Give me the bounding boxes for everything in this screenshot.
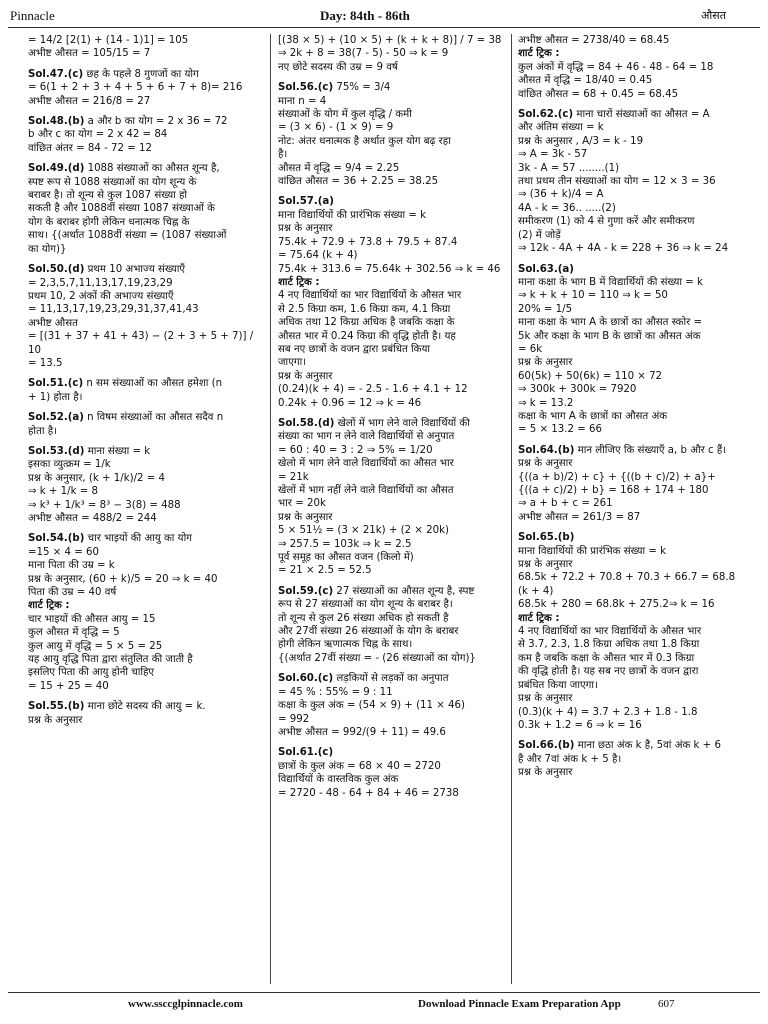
solution-line: ⇒ 300k + 300k = 7920 bbox=[518, 384, 637, 396]
solution-heading: Sol.50.(d) प्रथम 10 अभाज्य संख्याएँ bbox=[28, 264, 186, 276]
solution-line: ⇒ k + k + 10 = 110 ⇒ k = 50 bbox=[518, 290, 668, 302]
column-right bbox=[518, 34, 744, 984]
solution-line: औसत में वृद्धि = 18/40 = 0.45 bbox=[518, 75, 653, 87]
solution-line: ⇒ 12k - 4A + 4A - k = 228 + 36 ⇒ k = 24 bbox=[518, 243, 729, 255]
solution-line: 4 नए विद्यार्थियों का भार विद्यार्थियों के औसत भार bbox=[518, 626, 702, 638]
column-middle bbox=[278, 34, 506, 984]
solution-heading: Sol.53.(d) माना संख्या = k bbox=[28, 445, 151, 457]
solution-heading: Sol.58.(d) खेलों में भाग लेने वाले विद्यार्थियों की bbox=[278, 417, 470, 429]
solution-line: रूप से 27 संख्याओं का योग शून्य के बराबर है। bbox=[278, 599, 453, 611]
solution-line: कुल अंकों में वृद्धि = 84 + 46 - 48 - 64 = 18 bbox=[518, 61, 714, 73]
day-range: Day: 84th - 86th bbox=[320, 8, 410, 23]
solution-line: = [(31 + 37 + 41 + 43) − (2 + 3 + 5 + 7)] / 10 bbox=[28, 331, 254, 356]
solution-id: Sol.57.(a) bbox=[278, 196, 334, 208]
solution-line: b और c का योग = 2 x 42 = 84 bbox=[28, 129, 168, 141]
solution-line: = 13.5 bbox=[28, 357, 63, 369]
solution-line: चार भाइयों की औसत आयु = 15 bbox=[28, 613, 156, 625]
solution-line: ⇒ k + 1/k = 8 bbox=[28, 486, 98, 498]
solution-line: माना पिता की उम्र = k bbox=[28, 560, 115, 572]
solution-line: प्रश्न के अनुसार, (k + 1/k)/2 = 4 bbox=[28, 472, 165, 484]
solution-line: = 2720 - 48 - 64 + 84 + 46 = 2738 bbox=[278, 787, 459, 799]
solution-line: स्पष्ट रूप से 1088 संख्याओं का योग शून्य के bbox=[28, 176, 197, 188]
solution-block bbox=[28, 115, 266, 155]
solution-line: की वृद्धि होती है। यह सब नए छात्रों के वजन द्वारा bbox=[518, 666, 699, 678]
solution-line: = 75.64 (k + 4) bbox=[278, 250, 358, 262]
solution-id: Sol.53.(d) bbox=[28, 445, 85, 457]
column-left bbox=[28, 34, 266, 984]
solution-line: संख्या का भाग न लेने वाले विद्यार्थियों से अनुपात bbox=[278, 431, 455, 443]
solution-block bbox=[28, 68, 266, 108]
solution-id: Sol.64.(b) bbox=[518, 444, 575, 456]
solution-line: बराबर है। तो शून्य से कुल 1087 संख्या हो bbox=[28, 190, 188, 202]
solution-heading bbox=[518, 263, 744, 276]
solution-line: अभीष्ट औसत = 488/2 = 244 bbox=[28, 513, 157, 524]
solution-line: संख्याओं के योग में कुल वृद्धि / कमी bbox=[278, 109, 412, 121]
solution-line: कुल औसत में वृद्धि = 5 bbox=[28, 627, 120, 639]
solution-line: माना कक्षा के भाग A के छात्रों का औसत स्कोर = bbox=[518, 317, 703, 329]
solution-heading: Sol.60.(c) लड़कियों से लड़कों का अनुपात bbox=[278, 673, 449, 685]
solution-block bbox=[278, 585, 506, 665]
solution-line: [(38 × 5) + (10 × 5) + (k + k + 8)] / 7 = 38 bbox=[278, 35, 502, 46]
solution-line: 68.5k + 280 = 68.8k + 275.2⇒ k = 16 bbox=[518, 599, 715, 611]
solution-block bbox=[278, 81, 506, 188]
solution-line: ⇒ k³ + 1/k³ = 8³ − 3(8) = 488 bbox=[28, 499, 181, 511]
solution-line: प्रश्न के अनुसार bbox=[278, 511, 333, 523]
solution-line: = 21k bbox=[278, 471, 309, 483]
solution-block bbox=[278, 672, 506, 739]
solution-line: कुल आयु में वृद्धि = 5 × 5 = 25 bbox=[28, 640, 163, 652]
solution-line: छात्रों के कुल अंक = 68 × 40 = 2720 bbox=[278, 760, 441, 772]
solution-heading: Sol.59.(c) 27 संख्याओं का औसत शून्य है, स्पष्ट bbox=[278, 585, 475, 597]
solution-line: प्रश्न के अनुसार , A/3 = k - 19 bbox=[518, 135, 644, 147]
solution-line: माना विद्यार्थियों की प्रारंभिक संख्या = k bbox=[518, 545, 667, 557]
solution-line: ⇒ a + b + c = 261 bbox=[518, 498, 613, 510]
solution-line: शार्ट ट्रिक : bbox=[518, 48, 560, 60]
solution-id: Sol.50.(d) bbox=[28, 264, 85, 276]
solution-line: 5k और कक्षा के भाग B के छात्रों का औसत अंक bbox=[518, 330, 701, 342]
solution-block bbox=[278, 195, 506, 410]
solution-line: कक्षा के भाग A के छात्रों का औसत अंक bbox=[518, 410, 668, 422]
solution-line: कक्षा के कुल अंक = (54 × 9) + (11 × 46) bbox=[278, 700, 465, 712]
solution-id: Sol.66.(b) bbox=[518, 740, 575, 752]
publisher-name: Pinnacle bbox=[10, 8, 55, 23]
solution-id: Sol.48.(b) bbox=[28, 116, 85, 128]
solution-line: अधिक तथा 12 किग्रा अधिक है जबकि कक्षा के bbox=[278, 317, 455, 329]
solution-line: प्रश्न के अनुसार bbox=[278, 223, 333, 235]
solution-line: सकती है और 1088वीं संख्या 1087 संख्याओं के bbox=[28, 203, 215, 215]
solution-line: = 45 % : 55% = 9 : 11 bbox=[278, 686, 393, 698]
solution-block bbox=[28, 700, 266, 727]
solution-line: माना n = 4 bbox=[278, 95, 327, 107]
solution-line: वांछित औसत = 68 + 0.45 = 68.45 bbox=[518, 88, 679, 100]
solution-line: शार्ट ट्रिक : bbox=[278, 276, 320, 288]
solution-line: 75.4k + 72.9 + 73.8 + 79.5 + 87.4 bbox=[278, 236, 458, 248]
solution-line: प्रश्न के अनुसार bbox=[518, 767, 573, 779]
solution-line: = 5 × 13.2 = 66 bbox=[518, 424, 602, 436]
solution-block bbox=[518, 531, 744, 732]
solution-line: अभीष्ट औसत = 216/8 = 27 bbox=[28, 95, 151, 107]
solution-line: 4 नए विद्यार्थियों का भार विद्यार्थियों के औसत भार bbox=[278, 290, 462, 302]
solution-heading: Sol.52.(a) n विषम संख्याओं का औसत सदैव n bbox=[28, 412, 224, 424]
solution-line: शार्ट ट्रिक : bbox=[28, 600, 70, 612]
solution-line: योग के बराबर होगी लेकिन धनात्मक चिह्न के bbox=[28, 216, 190, 228]
solution-line: माना विद्यार्थियों की प्रारंभिक संख्या = k bbox=[278, 209, 427, 221]
solution-id: Sol.65.(b) bbox=[518, 532, 575, 544]
solution-line: 4A - k = 36.. .....(2) bbox=[518, 202, 616, 214]
solution-line: 0.3k + 1.2 = 6 ⇒ k = 16 bbox=[518, 719, 642, 731]
solution-line: प्रश्न के अनुसार bbox=[518, 357, 573, 369]
solution-line: वांछित औसत = 36 + 2.25 = 38.25 bbox=[278, 176, 439, 188]
solution-line: {(अर्थात 27वीं संख्या = - (26 संख्याओं का योग)} bbox=[278, 652, 476, 664]
solution-line: नए छोटे सदस्य की उम्र = 9 वर्ष bbox=[278, 61, 398, 73]
solution-line: प्रश्न के अनुसार bbox=[518, 693, 573, 705]
solution-heading: Sol.62.(c) माना चारों संख्याओं का औसत = A bbox=[518, 109, 710, 121]
solution-line: अभीष्ट औसत = 2738/40 = 68.45 bbox=[518, 35, 670, 46]
solution-id: Sol.55.(b) bbox=[28, 701, 85, 713]
solution-id: Sol.59.(c) bbox=[278, 585, 334, 597]
solution-line: जाएगा। bbox=[278, 357, 307, 369]
solution-line: (0.24)(k + 4) = - 2.5 - 1.6 + 4.1 + 12 bbox=[278, 384, 468, 396]
solution-line: वांछित अंतर = 84 - 72 = 12 bbox=[28, 142, 152, 154]
solution-line: {((a + b)/2) + c} + {((b + c)/2) + a}+ bbox=[518, 471, 716, 483]
solution-line: (k + 4) bbox=[518, 585, 554, 597]
solution-line: ⇒ (36 + k)/4 = A bbox=[518, 189, 604, 201]
solution-id: Sol.63.(a) bbox=[518, 263, 574, 275]
page-header bbox=[0, 0, 768, 30]
solution-id: Sol.56.(c) bbox=[278, 82, 334, 94]
solution-heading: Sol.56.(c) 75% = 3/4 bbox=[278, 82, 391, 94]
solution-line: प्रश्न के अनुसार bbox=[518, 559, 573, 571]
solution-line: 0.24k + 0.96 = 12 ⇒ k = 46 bbox=[278, 397, 422, 409]
solution-line: तथा प्रथम तीन संख्याओं का योग = 12 × 3 = 36 bbox=[518, 176, 716, 188]
solution-line: पिता की उम्र = 40 वर्ष bbox=[28, 587, 117, 599]
solution-line: औसत भार में 0.24 किग्रा की वृद्धि होती है। यह bbox=[278, 330, 456, 342]
solution-line: होगी लेकिन ऋणात्मक चिह्न के साथ। bbox=[278, 639, 413, 651]
solution-block bbox=[28, 34, 266, 61]
solution-line: प्रश्न के अनुसार, (60 + k)/5 = 20 ⇒ k = 40 bbox=[28, 573, 218, 585]
solution-block bbox=[28, 162, 266, 256]
solution-line: विद्यार्थियों के वास्तविक कुल अंक bbox=[278, 774, 399, 786]
solution-line: सब नए छात्रों के वजन द्वारा प्रबंधित किया bbox=[278, 343, 431, 355]
solution-line: 75.4k + 313.6 = 75.64k + 302.56 ⇒ k = 46 bbox=[278, 263, 501, 275]
solution-line: =15 × 4 = 60 bbox=[28, 546, 99, 558]
solution-line: = 992 bbox=[278, 713, 310, 725]
solution-id: Sol.54.(b) bbox=[28, 533, 85, 545]
solution-block bbox=[28, 445, 266, 525]
solution-line: = 21 × 2.5 = 52.5 bbox=[278, 565, 372, 577]
solution-line: ⇒ 2k + 8 = 38(7 - 5) - 50 ⇒ k = 9 bbox=[278, 48, 449, 60]
solution-line: कम है जबकि कक्षा के औसत भार में 0.3 किग्रा bbox=[518, 652, 695, 664]
website-link[interactable]: www.ssccglpinnacle.com bbox=[128, 998, 243, 1010]
solution-line: ⇒ A = 3k - 57 bbox=[518, 149, 588, 161]
solution-line: प्रश्न के अनुसार bbox=[518, 458, 573, 470]
solution-heading: Sol.55.(b) माना छोटे सदस्य की आयु = k. bbox=[28, 701, 206, 713]
solution-line: समीकरण (1) को 4 से गुणा करें और समीकरण bbox=[518, 216, 695, 228]
solution-line: प्रबंधित किया जाएगा। bbox=[518, 679, 598, 691]
topic-title: औसत bbox=[701, 9, 726, 22]
solution-heading: Sol.47.(c) छह के पहले 8 गुणजों का योग bbox=[28, 68, 199, 80]
solution-line: अभीष्ट औसत bbox=[28, 317, 78, 329]
page-footer bbox=[0, 992, 768, 1022]
solution-line: तो शून्य से कुल 26 संख्या अधिक हो सकती है bbox=[278, 612, 449, 624]
solution-line: प्रश्न के अनुसार bbox=[278, 370, 333, 382]
solution-id: Sol.49.(d) bbox=[28, 163, 85, 175]
footer-rule bbox=[8, 992, 760, 993]
solution-block bbox=[28, 532, 266, 693]
solution-line: शार्ट ट्रिक : bbox=[518, 612, 560, 624]
solution-id: Sol.47.(c) bbox=[28, 68, 84, 80]
solution-line: साथ। {(अर्थात 1088वीं संख्या = (1087 संख्याओं bbox=[28, 230, 227, 242]
solution-line: प्रश्न के अनुसार bbox=[28, 714, 83, 726]
solution-block bbox=[28, 377, 266, 404]
solution-line: प्रथम 10, 2 अंकों की अभाज्य संख्याएँ bbox=[28, 290, 174, 302]
solution-line: = 14/2 [2(1) + (14 - 1)1] = 105 bbox=[28, 35, 189, 46]
solution-line: खेलो में भाग लेने वाले विद्यार्थियों का औसत भार bbox=[278, 458, 454, 470]
solution-line: और अंतिम संख्या = k bbox=[518, 122, 604, 134]
solution-line: अभीष्ट औसत = 261/3 = 87 bbox=[518, 511, 641, 523]
solution-line: अभीष्ट औसत = 105/15 = 7 bbox=[28, 48, 151, 60]
solution-id: Sol.51.(c) bbox=[28, 378, 84, 390]
solution-block bbox=[28, 411, 266, 438]
solution-line: = 15 + 25 = 40 bbox=[28, 680, 109, 692]
solution-line: ⇒ k = 13.2 bbox=[518, 397, 574, 409]
solution-line: है। bbox=[278, 149, 288, 161]
solution-line: ⇒ 257.5 = 103k ⇒ k = 2.5 bbox=[278, 538, 412, 550]
solution-line: अभीष्ट औसत = 992/(9 + 11) = 49.6 bbox=[278, 726, 446, 738]
solution-line: होता है। bbox=[28, 425, 58, 437]
solution-block bbox=[518, 263, 744, 437]
solution-line: से 2.5 किग्रा कम, 1.6 किग्रा कम, 4.1 किग्रा bbox=[278, 303, 451, 315]
solution-line: (2) में जोड़ें bbox=[518, 229, 561, 241]
solution-line: = 6(1 + 2 + 3 + 4 + 5 + 6 + 7 + 8)= 216 bbox=[28, 82, 243, 94]
solution-line: = 11,13,17,19,23,29,31,37,41,43 bbox=[28, 304, 199, 316]
solution-block bbox=[278, 417, 506, 578]
solution-block bbox=[518, 444, 744, 524]
solution-heading: Sol.51.(c) n सम संख्याओं का औसत हमेशा (n bbox=[28, 378, 223, 390]
solution-line: से 3.7, 2.3, 1.8 किग्रा अधिक तथा 1.8 किग्रा bbox=[518, 639, 700, 651]
solution-line: माना कक्षा के भाग B में विद्यार्थियों की संख्या = k bbox=[518, 276, 703, 288]
solution-line: = (3 × 6) - (1 × 9) = 9 bbox=[278, 122, 394, 134]
solution-line: 3k - A = 57 ........(1) bbox=[518, 162, 620, 174]
solution-id: Sol.52.(a) bbox=[28, 412, 84, 424]
solution-id: Sol.61.(c) bbox=[278, 747, 334, 759]
solution-line: भार = 20k bbox=[278, 498, 326, 510]
solution-line: औसत में वृद्धि = 9/4 = 2.25 bbox=[278, 162, 400, 174]
solutions-area bbox=[0, 34, 768, 984]
solution-line: इसका व्युत्क्रम = 1/k bbox=[28, 459, 111, 471]
solution-line: पूर्व समूह का औसत वजन (किलो में) bbox=[278, 552, 414, 564]
solution-block bbox=[518, 108, 744, 255]
solution-heading: Sol.49.(d) 1088 संख्याओं का औसत शून्य है, bbox=[28, 163, 220, 175]
solution-line: खेलों में भाग नहीं लेने वाले विद्यार्थियों का औसत bbox=[278, 485, 454, 496]
solution-heading bbox=[278, 746, 506, 759]
solution-line: = 6k bbox=[518, 343, 543, 355]
solution-line: = 60 : 40 = 3 : 2 ⇒ 5% = 1/20 bbox=[278, 444, 433, 456]
solution-block bbox=[518, 34, 744, 101]
solution-heading bbox=[518, 531, 744, 544]
solution-line: यह आयु वृद्धि पिता द्वारा संतुलित की जाती है bbox=[28, 654, 193, 666]
solution-block bbox=[278, 34, 506, 74]
solution-line: 60(5k) + 50(6k) = 110 × 72 bbox=[518, 370, 663, 382]
solution-line: (0.3)(k + 4) = 3.7 + 2.3 + 1.8 - 1.8 bbox=[518, 706, 698, 718]
solution-line: इसलिए पिता की आयु होनी चाहिए bbox=[28, 667, 155, 679]
solution-line: और 27वीं संख्या 26 संख्याओं के योग के बराबर bbox=[278, 626, 459, 638]
solution-heading: Sol.54.(b) चार भाइयों की आयु का योग bbox=[28, 533, 192, 545]
app-promo: Download Pinnacle Exam Preparation App bbox=[418, 998, 621, 1010]
solution-block bbox=[518, 739, 744, 779]
solution-line: नोट: अंतर धनात्मक है अर्थात कुल योग बढ़ रहा bbox=[278, 135, 451, 147]
solution-line: है और 7वां अंक k + 5 है। bbox=[518, 753, 622, 765]
page-number: 607 bbox=[658, 998, 675, 1010]
solution-line: 20% = 1/5 bbox=[518, 303, 573, 315]
solution-line: 68.5k + 72.2 + 70.8 + 70.3 + 66.7 = 68.8 bbox=[518, 572, 736, 584]
solution-line: = 2,3,5,7,11,13,17,19,23,29 bbox=[28, 277, 173, 289]
solution-heading: Sol.66.(b) माना छठा अंक k है, 5वां अंक k + 6 bbox=[518, 740, 721, 752]
solution-block bbox=[278, 746, 506, 800]
solution-heading: Sol.48.(b) a और b का योग = 2 x 36 = 72 bbox=[28, 116, 228, 128]
solution-heading: Sol.64.(b) मान लीजिए कि संख्याएँ a, b और c हैं। bbox=[518, 444, 727, 456]
solution-line: 5 × 51½ = (3 × 21k) + (2 × 20k) bbox=[278, 525, 449, 537]
solution-line: + 1) होता है। bbox=[28, 391, 83, 403]
solution-id: Sol.60.(c) bbox=[278, 673, 334, 685]
solution-id: Sol.58.(d) bbox=[278, 417, 335, 429]
header-rule bbox=[8, 27, 760, 28]
solution-heading bbox=[278, 195, 506, 208]
solution-line: का योग)} bbox=[28, 243, 67, 255]
solution-id: Sol.62.(c) bbox=[518, 109, 574, 121]
solution-block bbox=[28, 263, 266, 370]
solution-line: {((a + c)/2) + b} = 168 + 174 + 180 bbox=[518, 485, 709, 496]
